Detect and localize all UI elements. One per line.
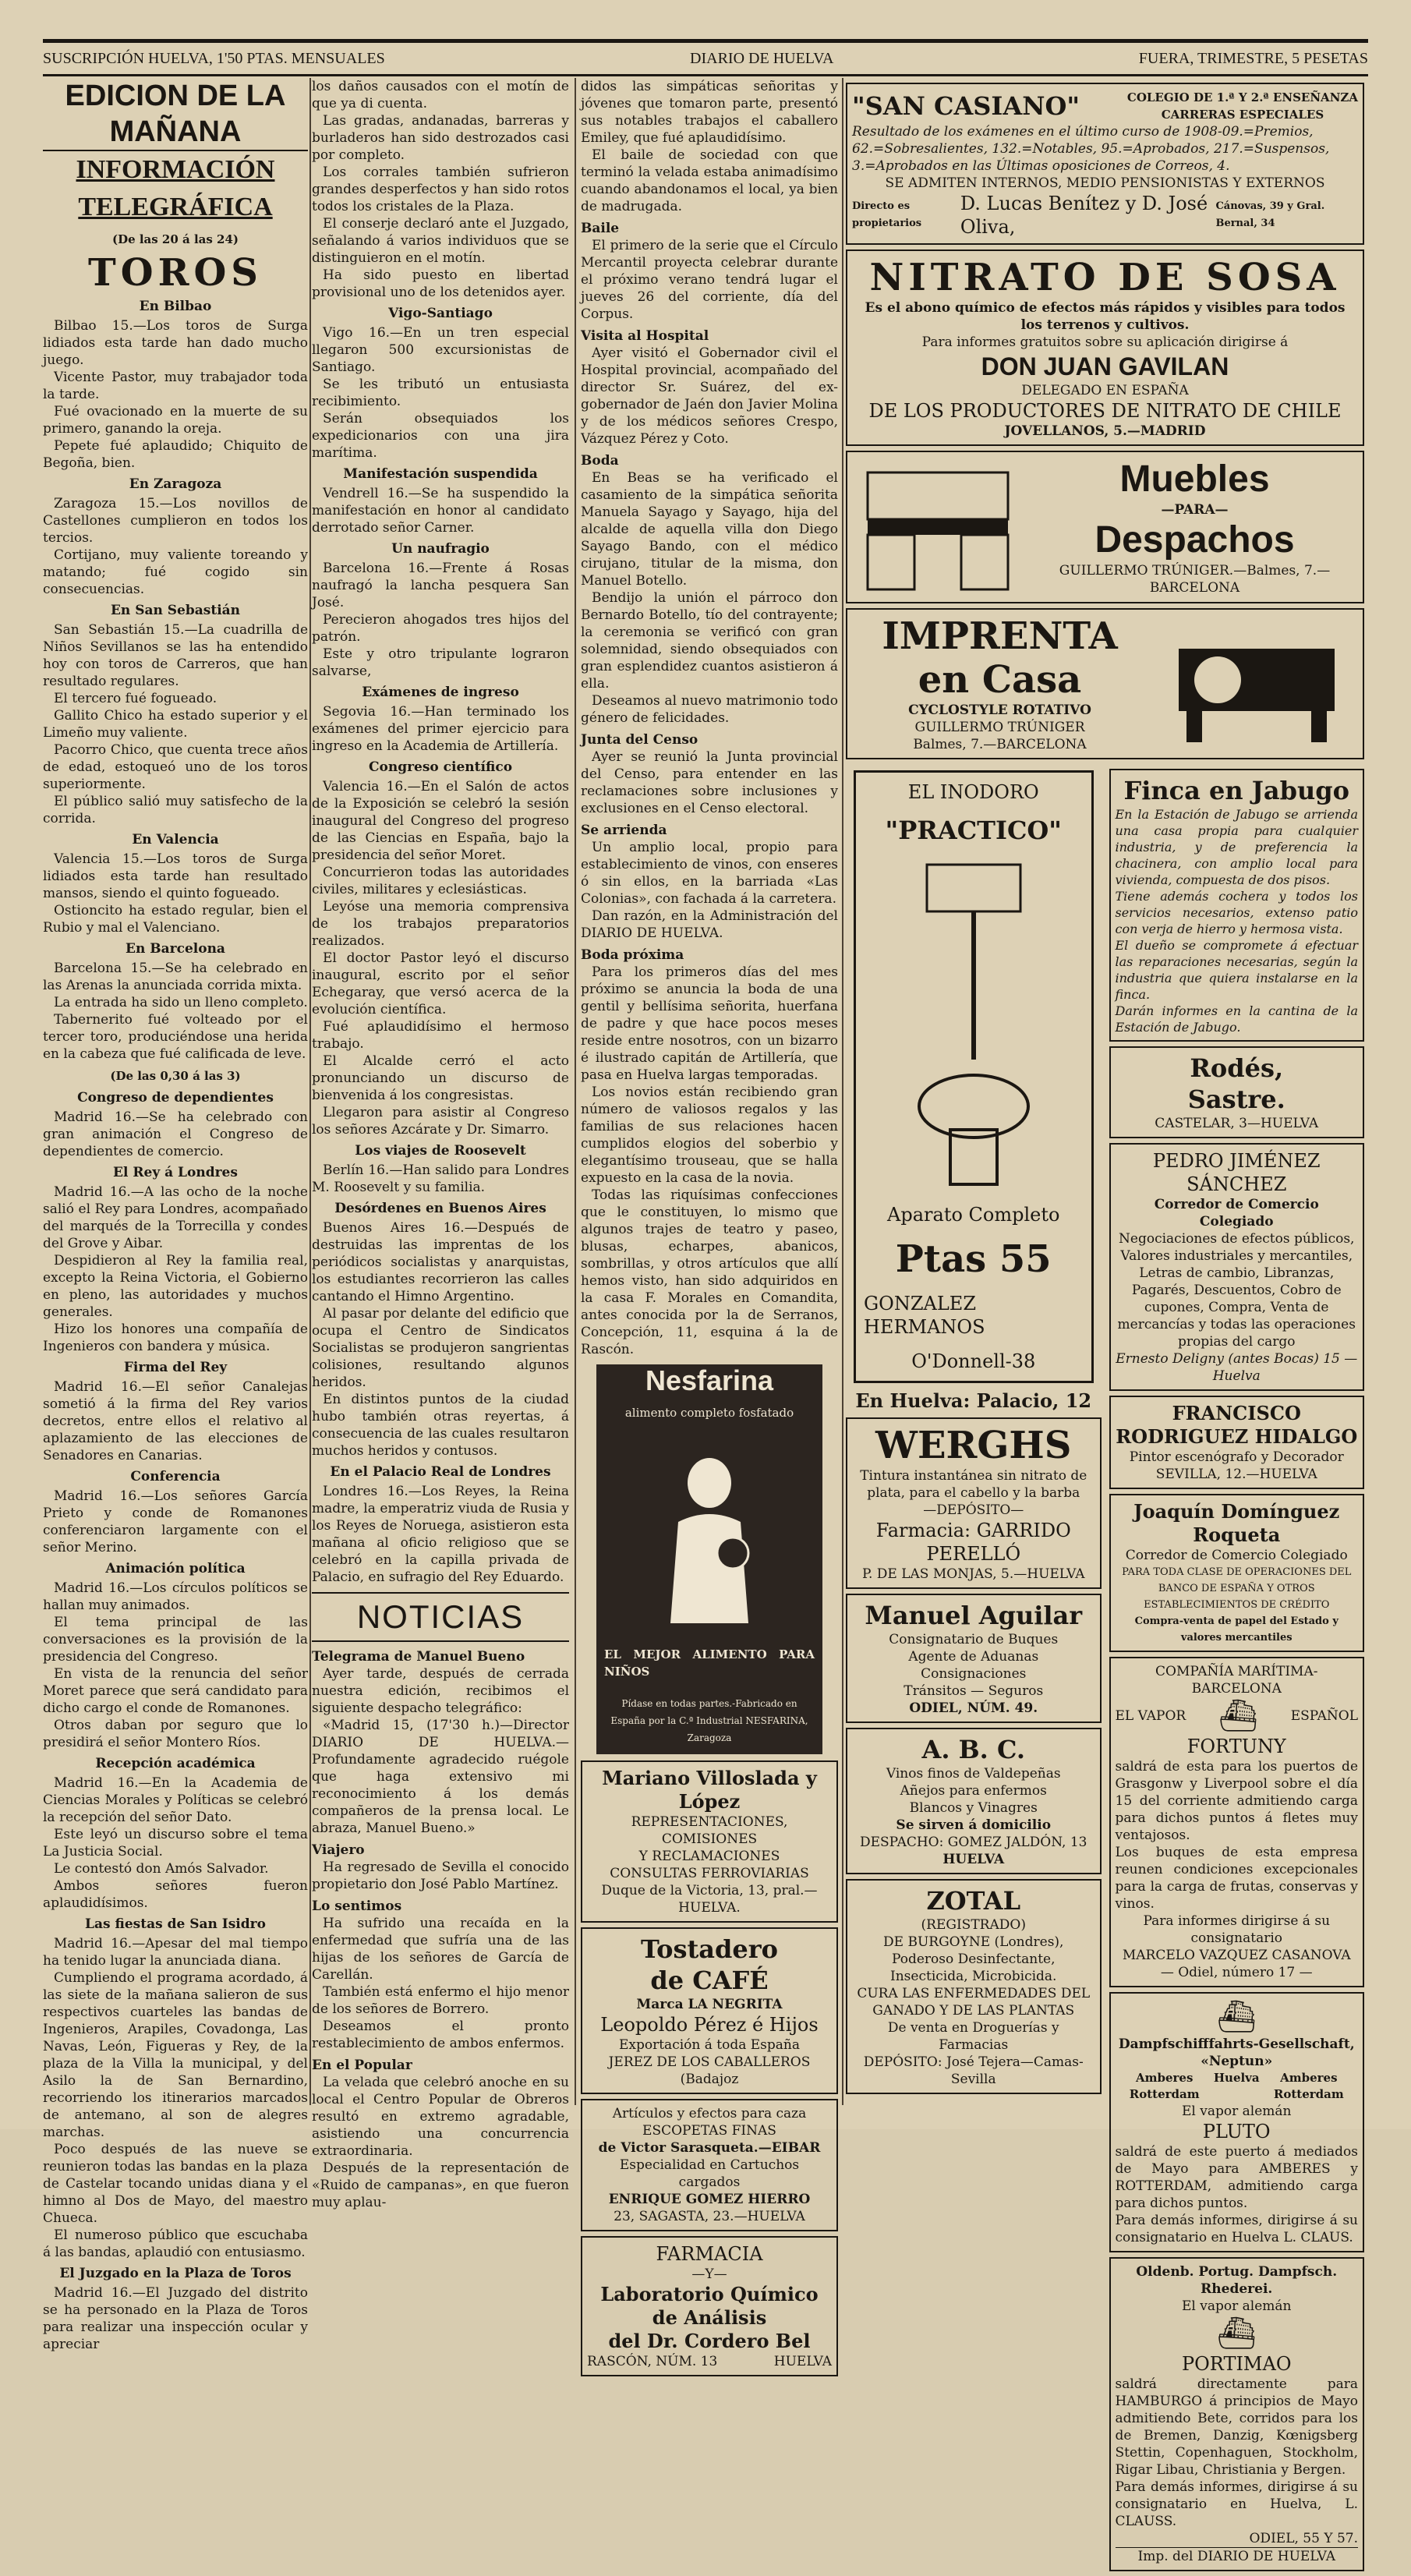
subheading: Congreso científico: [368, 759, 513, 775]
ad-line: Huelva: [1213, 2071, 1260, 2085]
finca-jabugo-ad: [1109, 769, 1365, 1042]
subheading: Animación política: [105, 1561, 246, 1576]
paragraph: Llegaron para asistir al Congreso los señores Azcárate y Dr. Simarro.: [312, 1105, 569, 1138]
ad-line: RASCÓN, NÚM. 13: [587, 2354, 718, 2369]
paragraph: El conserje declaró ante el Juzgado, señalando á varios individuos que se distinguieron en el motín.: [312, 216, 569, 266]
subheading: Viajero: [312, 1842, 365, 1858]
ad-title: IMPRENTA: [882, 614, 1118, 658]
paragraph: Tiene además cochera y todos los servicios necesarios, extenso patio con verja de hierro y hermosa vista.: [1115, 889, 1358, 936]
ad-line: Se sirven á domicilio: [896, 1817, 1052, 1833]
ad-line: PLUTO: [1202, 2121, 1271, 2143]
ad-line: JEREZ DE LOS CABALLEROS (Badajoz: [608, 2054, 811, 2087]
subheading: Lo sentimos: [312, 1898, 402, 1914]
paragraph: Vicente Pastor, muy trabajador toda la tarde.: [43, 370, 308, 402]
paragraph: Perecieron ahogados tres hijos del patrón.: [312, 612, 569, 645]
paragraph: Madrid 16.—Los señores García Prieto y conde de Romanones conferenciaron largamente con el señor Merino.: [43, 1488, 308, 1555]
paragraph: Cumpliendo el programa acordado, á las siete de la mañana salieron de sus respectivos cuarteles las bandas de Ingenieros, Arapiles, Covadonga, Las Navas, León, Figueras y Rey, de la plaza de la Villa la municipal, y del Asilo la de San Bernardino, recorriendo los itinerarios marcados de antemano, al son de alegres marchas.: [43, 1970, 308, 2140]
ad-title: "SAN CASIANO": [852, 91, 1080, 121]
ad-line: ESCOPETAS FINAS: [642, 2123, 776, 2139]
paragraph: En vista de la renuncia del señor Moret parece que será candidato para dicho cargo el conde de Romanones.: [43, 1666, 308, 1716]
ad-line: PORTIMAO: [1181, 2353, 1292, 2375]
ad-title: Manuel Aguilar: [865, 1601, 1083, 1630]
ad-line: ODIEL, 55 Y 57.: [1249, 2531, 1358, 2546]
paragraph: Madrid 16.—Se ha celebrado con gran animación el Congreso de dependientes de comercio.: [43, 1109, 308, 1159]
paragraph: También está enfermo el hijo menor de los señores de Borrero.: [312, 1984, 569, 2017]
column-divider: [842, 78, 843, 2105]
paragraph: Deseamos el pronto restablecimiento de ambos enfermos.: [312, 2019, 569, 2051]
ad-line: Y RECLAMACIONES: [638, 1849, 780, 1864]
ad-line: —Y—: [691, 2266, 727, 2282]
paragraph: En distintos puntos de la ciudad hubo también otras reyertas, á consecuencia de las cuales resultaron muchos heridos y contusos.: [312, 1392, 569, 1459]
paragraph: Ha regresado de Sevilla el conocido propietario don José Pablo Martínez.: [312, 1859, 569, 1892]
ad-title: "PRACTICO": [885, 816, 1062, 845]
ad-line: GUILLERMO TRÚNIGER: [914, 720, 1085, 735]
ad-title: en Casa: [918, 658, 1082, 702]
ad-line: FORTUNY: [1186, 1736, 1286, 1757]
paragraph: Madrid 16.—Los círculos políticos se hallan muy animados.: [43, 1580, 308, 1613]
imprint: Imp. del DIARIO DE HUELVA: [1116, 2547, 1359, 2565]
ad-line: 23, SAGASTA, 23.—HUELVA: [614, 2209, 805, 2224]
caza-ad: [581, 2099, 838, 2231]
paragraph: Ayer tarde, después de cerrada nuestra edición, recibimos el siguiente despacho telegráfico:: [312, 1666, 569, 1716]
ad-line: EL VAPOR: [1115, 1708, 1186, 1724]
paragraph: Ha sido puesto en libertad provisional uno de los detenidos ayer.: [312, 267, 569, 300]
ad-line: De venta en Droguerías y Farmacias: [887, 2020, 1059, 2053]
ad-line: Ernesto Deligny (antes Bocas) 15 —Huelva: [1116, 1351, 1358, 1384]
imprenta-ad: [846, 608, 1364, 759]
ad-line: En Huelva: Palacio, 12: [855, 1389, 1092, 1412]
ad-line: DE LOS PRODUCTORES DE NITRATO DE CHILE: [868, 400, 1342, 422]
subheading: Los viajes de Roosevelt: [355, 1143, 526, 1159]
ad-line: ENRIQUE GOMEZ HIERRO: [608, 2192, 811, 2207]
ad-title: Despachos: [1094, 519, 1295, 561]
ad-line: Es el abono químico de efectos más rápidos y visibles para todos los terrenos y cultivos.: [865, 300, 1346, 333]
nesfarina-tagline: EL MEJOR ALIMENTO PARA NIÑOS: [604, 1647, 815, 1679]
masthead-title: DIARIO DE HUELVA: [690, 49, 834, 67]
zotal-ad: [846, 1879, 1102, 2094]
ad-line: CONSULTAS FERROVIARIAS: [610, 1866, 809, 1881]
ad-footer: [587, 2353, 832, 2370]
ad-line: Leopoldo Pérez é Hijos: [600, 2014, 819, 2036]
aguilar-ad: [846, 1594, 1102, 1723]
paragraph: El tercero fué fogueado.: [54, 691, 217, 706]
subheading: Un naufragio: [391, 541, 490, 557]
paragraph: Madrid 16.—Apesar del mal tiempo ha tenido lugar la anunciada diana.: [43, 1936, 308, 1969]
paragraph: Valencia 16.—En el Salón de actos de la Exposición se celebró la sesión inaugural del Congreso del progreso de las Ciencias en España, bajo la presidencia del señor Moret.: [312, 779, 569, 863]
paragraph: Despidieron al Rey la familia real, excepto la Reina Victoria, el Gobierno en pleno, las autoridades y muchos generales.: [43, 1253, 308, 1320]
printing-machine-icon: [1155, 617, 1358, 750]
ad-line: Para informes gratuitos sobre su aplicación dirigirse á: [921, 334, 1289, 350]
ad-title: Mariano Villoslada y López: [602, 1767, 817, 1813]
ad-line: de Victor Sarasqueta.—EIBAR: [598, 2140, 821, 2156]
paragraph: «Madrid 15, (17'30 h.)—Director DIARIO DE HUELVA.— Profundamente agradecido ruégole que haga extensivo mi reconocimiento á los demás compañeros de la prensa local. Le abraza, Manuel Bueno.»: [312, 1718, 569, 1836]
paragraph: Fué aplaudidísimo el hermoso trabajo.: [312, 1019, 569, 1052]
paragraph: Leyóse una memoria comprensiva de los trabajos preparatorios realizados.: [312, 899, 569, 949]
ad-line: HUELVA: [773, 2354, 832, 2369]
ad-line: DE BURGOYNE (Londres),: [883, 1934, 1064, 1950]
paragraph: Los novios están recibiendo gran número de valiosos regalos y las familias de sus relaciones hacen cumplidos elogios del soberbio y elegantísimo trouseau, que se halla expuesto en la casa de la novia.: [581, 1085, 838, 1186]
paragraph: Después de la representación de «Ruido de campanas», en que fueron muy aplau-: [312, 2160, 569, 2210]
paragraph: La velada que celebró anoche en su local el Centro Popular de Obreros resultó en extremo agradable, asistiendo una concurrencia extraordinaria.: [312, 2075, 569, 2159]
paragraph: En la Estación de Jabugo se arrienda una casa propia para cualquier industria, y de preferencia la chacinera, con amplio local para vivienda, compuesta de dos pisos.: [1115, 807, 1358, 887]
ad-line: GUILLERMO TRÚNIGER.—Balmes, 7.—BARCELONA: [1059, 563, 1331, 596]
paragraph: Darán informes en la cantina de la Estación de Jabugo.: [1115, 1003, 1358, 1035]
subheading: En Zaragoza: [129, 476, 222, 492]
ad-line: CURA LAS ENFERMEDADES DEL GANADO Y DE LAS PLANTAS: [857, 1986, 1091, 2019]
ad-title: WERGHS: [875, 1424, 1072, 1467]
ad-line: saldrá de esta para los puertos de Grasgonw y Liverpool sobre el día 15 del corriente admitiendo carga para dichos puntos á fletes muy ventajosos.: [1115, 1759, 1358, 1843]
ad-line: JOVELLANOS, 5.—MADRID: [1004, 423, 1206, 439]
paragraph: Buenos Aires 16.—Después de destruidas las imprentas de los periódicos socialistas y anarquistas, los estudiantes recorrieron las calles cantando el Himno Argentino.: [312, 1220, 569, 1304]
ad-header: [852, 89, 1358, 123]
ad-line: D. Lucas Benítez y D. José Oliva,: [960, 193, 1208, 238]
ad-line: SEVILLA, 12.—HUELVA: [1155, 1467, 1317, 1482]
ad-title: COMPAÑÍA MARÍTIMA-BARCELONA: [1155, 1664, 1318, 1697]
ad-line: [852, 1834, 1095, 1868]
paragraph: Madrid 16.—El señor Canalejas sometió á la firma del Rey varios decretos, entre ellos el relativo al aplazamiento de las elecciones de Senadores en Canarias.: [43, 1379, 308, 1463]
ad-row: [1116, 2070, 1359, 2103]
subheading: Manifestación suspendida: [343, 466, 538, 482]
compania-maritima-ad: [1109, 1657, 1365, 1987]
inodoro-ad: [854, 770, 1094, 1383]
ad-line: Tintura instantánea sin nitrato de plata, para el cabello y la barba: [860, 1468, 1087, 1501]
ad-line: Añejos para enfermos: [900, 1783, 1047, 1799]
column-3: [581, 78, 838, 2369]
ad-title: Rodés,: [1190, 1053, 1284, 1083]
dominguez-roqueta-ad: [1109, 1494, 1365, 1652]
ad-title: de CAFÉ: [650, 1966, 769, 1995]
paragraph: Madrid 16.—En la Academia de Ciencias Morales y Políticas se celebró la recepción del señor Dato.: [43, 1775, 308, 1825]
ad-line: DEPÓSITO: José Tejera—Camas-Sevilla: [863, 2054, 1084, 2087]
column-2: [312, 78, 569, 2210]
ad-line: —PARA—: [1161, 502, 1229, 518]
nesfarina-ad: [596, 1364, 822, 1754]
muebles-ad: [846, 451, 1364, 603]
paragraph: San Sebastián 15.—La cuadrilla de Niños Sevillanos se las ha entendido hoy con toros de Carreros, que han resultado regulares.: [43, 622, 308, 689]
ad-title: ZOTAL: [926, 1886, 1021, 1916]
paragraph: Ostioncito ha estado regular, bien el Rubio y mal el Valenciano.: [43, 903, 308, 936]
paragraph: Para los primeros días del mes próximo se anuncia la boda de una gentil y bellísima señorita, huerfana de padre y que hace pocos meses reside entre nosotros, con un bizarro é ilustrado capitán de Artillería, que pasa en Huelva largas temporadas.: [581, 964, 838, 1083]
subheading: Boda próxima: [581, 947, 684, 963]
ad-line: SE ADMITEN INTERNOS, MEDIO PENSIONISTAS Y EXTERNOS: [885, 175, 1325, 191]
paragraph: Todas las riquísimas confecciones que le constituyen, lo mismo que algunos trajes de teatro y paseo, blusas, echarpes, abanicos, sombrillas, y otros artículos que allí hemos visto, han sido adquiridos en la casa F. Morales en Comandita, antes conocida por la de Serranos, Concepción, 11, esquina á la de Rascón.: [581, 1187, 838, 1357]
masthead-subscription: SUSCRIPCIÓN HUELVA, 1'50 PTAS. MENSUALES: [43, 49, 385, 67]
ad-line: CARRERAS ESPECIALES: [1161, 108, 1324, 122]
ad-line: DESPACHO:: [860, 1835, 944, 1850]
column-4: [846, 78, 1364, 2564]
ad-line: Laboratorio Químico de Análisis: [600, 2283, 819, 2329]
paragraph: Este leyó un discurso sobre el tema La Justicia Social.: [43, 1827, 308, 1859]
mother-child-illustration-icon: [647, 1436, 772, 1631]
paragraph: Dan razón, en la Administración del DIARIO DE HUELVA.: [581, 908, 838, 941]
paragraph: Gallito Chico ha estado superior y el Limeño muy valiente.: [43, 708, 308, 741]
ad-line: Compra-venta de papel del Estado y valores mercantiles: [1134, 1615, 1339, 1644]
subheading: Vigo-Santiago: [388, 306, 493, 321]
ad-line: — Odiel, número 17 —: [1160, 1965, 1313, 1980]
subheading: En Valencia: [132, 832, 219, 847]
ad-row: [846, 764, 1364, 2576]
ad-title: NITRATO DE SOSA: [869, 256, 1341, 299]
paragraph: El primero de la serie que el Círculo Mercantil proyecta celebrar durante el próximo verano tendrá lugar el jueves 26 del corriente, día del Corpus.: [581, 238, 838, 322]
paragraph: Barcelona 15.—Se ha celebrado en las Arenas la anunciada corrida mixta.: [43, 961, 308, 993]
ad-title: Sastre.: [1187, 1085, 1285, 1114]
paragraph: Deseamos al nuevo matrimonio todo género de felicidades.: [581, 693, 838, 726]
ad-line: PARA TODA CLASE DE OPERACIONES DEL BANCO DE ESPAÑA Y OTROS ESTABLECIMIENTOS DE CRÉDITO: [1122, 1566, 1352, 1611]
paragraph: Un amplio local, propio para establecimiento de vinos, con enseres ó sin ellos, en la barriada «Las Colonias», con fachada á la carretera.: [581, 840, 838, 907]
paragraph: Se les tributó un entusiasta recibimiento.: [312, 377, 569, 409]
paragraph: Al pasar por delante del edificio que ocupa el Centro de Sindicatos Socialistas se produjeron sangrientas colisiones, resultando algunos heridos.: [312, 1306, 569, 1390]
nesfarina-subtitle: alimento completo fosfatado: [624, 1406, 794, 1420]
ad-line: GONZALEZ HERMANOS: [864, 1293, 985, 1338]
time-range: (De las 0,30 á las 3): [110, 1069, 241, 1083]
ad-line: Duque de la Victoria, 13, pral.—HUELVA.: [601, 1883, 818, 1916]
subheading: Baile: [581, 221, 620, 236]
ad-line: CASTELAR, 3—HUELVA: [1155, 1116, 1319, 1131]
subheading: Junta del Censo: [581, 732, 698, 748]
paragraph: El doctor Pastor leyó el discurso inaugural, escrito por el señor Echegaray, que versó acerca de la evolución científica.: [312, 950, 569, 1017]
paragraph: La entrada ha sido un lleno completo.: [54, 995, 308, 1010]
column-1: [43, 78, 308, 2352]
ad-line: Amberes Rotterdam: [1129, 2071, 1200, 2101]
masthead-outside-price: FUERA, TRIMESTRE, 5 PESETAS: [1138, 49, 1368, 67]
paragraph: Madrid 16.—El Juzgado del distrito se ha personado en la Plaza de Toros para realizar una inspección ocular y apreciar: [43, 2285, 308, 2352]
ad-line: Especialidad en Cartuchos cargados: [619, 2157, 800, 2190]
subheading: Visita al Hospital: [581, 328, 709, 344]
ad-line: del Dr. Cordero Bel: [608, 2330, 811, 2352]
ad-text: [852, 614, 1148, 753]
ad-line: HUELVA: [942, 1852, 1005, 1867]
paragraph: Valencia 15.—Los toros de Surga lidiados esta tarde han resultado mansos, siendo el quinto fogueado.: [43, 851, 308, 901]
ad-line: Negociaciones de efectos públicos, Valores industriales y mercantiles, Letras de cambio, Libranzas, Pagarés, Descuentos, Cobro de cupones, Compra, Venta de mercancías y todas las operaciones propias del cargo: [1117, 1231, 1356, 1350]
toilet-illustration-icon: [896, 857, 1052, 1192]
ad-line: CYCLOSTYLE ROTATIVO: [908, 702, 1091, 718]
subheading: Congreso de dependientes: [77, 1090, 274, 1106]
rodes-ad: [1109, 1046, 1365, 1138]
ad-line: O'Donnell-38: [911, 1350, 1036, 1372]
paragraph: Londres 16.—Los Reyes, la Reina madre, la emperatriz viuda de Rusia y los Reyes de Noruega, asistieron esta mañana al oficio religioso que se celebró en la capilla privada de Palacio, en sufragio del Rey Eduardo.: [312, 1484, 569, 1585]
ad-line: FARMACIA: [656, 2243, 763, 2265]
steamship-icon: ⛴: [1216, 2316, 1257, 2351]
ad-title: Tostadero: [641, 1934, 778, 1964]
paragraph: Le contestó don Amós Salvador.: [54, 1861, 269, 1877]
subheading: En San Sebastián: [110, 603, 241, 618]
ad-line: Marca LA NEGRITA: [636, 1997, 783, 2012]
paragraph: los daños causados con el motín de que ya di cuenta.: [312, 79, 569, 111]
paragraph: Zaragoza 15.—Los novillos de Castellones cumplieron en todos los tercios.: [43, 496, 308, 546]
ad-line: GOMEZ JALDÓN, 13: [947, 1835, 1087, 1850]
paragraph: Segovia 16.—Han terminado los exámenes del primer ejercicio para ingreso en la Academia de Artillería.: [312, 704, 569, 754]
paragraph: Hizo los honores una compañía de Ingenieros con bandera y música.: [43, 1322, 308, 1354]
paragraph: El Alcalde cerró el acto pronunciando un discurso de bienvenida á los congresistas.: [312, 1053, 569, 1103]
ad-line: Para informes dirigirse á su consignatario: [1143, 1913, 1331, 1946]
ad-subtitle: [1127, 89, 1358, 123]
ad-line: Vinos finos de Valdepeñas: [886, 1766, 1061, 1782]
ad-title: Finca en Jabugo: [1123, 776, 1349, 805]
ad-line: El vapor alemán: [1182, 2104, 1292, 2119]
ad-line: REPRESENTACIONES, COMISIONES: [631, 1814, 788, 1847]
paragraph: Las gradas, andanadas, barreras y burladeros han sido destrozados casi por completo.: [312, 113, 569, 163]
paragraph: Ayer se reunió la Junta provincial del Censo, para entender en las reclamaciones sobre inclusiones y exclusiones en el Censo electoral.: [581, 749, 838, 816]
subheading: En el Popular: [312, 2058, 412, 2073]
ad-line: Artículos y efectos para caza: [612, 2106, 807, 2121]
ad-line: Farmacia: GARRIDO PERELLÓ: [875, 1520, 1071, 1565]
noticias-heading: NOTICIAS: [312, 1592, 569, 1642]
ad-line: Corredor de Comercio Colegiado: [1125, 1548, 1348, 1563]
farmacia-ad: [581, 2236, 838, 2376]
paragraph: Cortijano, muy valiente toreando y matando; fué cogido sin consecuencias.: [43, 547, 308, 597]
ad-title: Dampfschifffahrts-Gesellschaft, «Neptun»: [1118, 2036, 1355, 2069]
ad-line: El vapor alemán: [1182, 2298, 1292, 2314]
ad-line: ODIEL, NÚM. 49.: [909, 1700, 1038, 1716]
ad-title: Joaquín Domínguez Roqueta: [1133, 1500, 1340, 1546]
san-casiano-ad: [846, 83, 1364, 245]
paragraph: El baile de sociedad con que terminó la velada estaba animadísimo cuando abandonamos el local, ya bien de madrugada.: [581, 147, 838, 214]
subheading: El Rey á Londres: [113, 1165, 238, 1180]
paragraph: El numeroso público que escuchaba á las bandas, aplaudió con entusiasmo.: [43, 2227, 308, 2260]
subheading: En Barcelona: [126, 941, 225, 957]
paragraph: Tabernerito fué volteado por el tercer toro, produciéndose una herida en la cabeza que fué calificada de leve.: [43, 1012, 308, 1062]
ad-footer: [852, 192, 1358, 239]
ad-line: Para demás informes, dirigirse á su consignatario en Huelva, L. CLAUSS.: [1115, 2479, 1358, 2529]
ad-line: —DEPÓSITO—: [923, 1502, 1024, 1518]
ad-line: Agente de Aduanas: [908, 1649, 1039, 1665]
ad-line: MARCELO VAZQUEZ CASANOVA: [1122, 1948, 1351, 1963]
paragraph: Serán obsequiados los expedicionarios con una jira marítima.: [312, 411, 569, 461]
werghs-ad: [846, 1417, 1102, 1589]
villoslada-ad: [581, 1760, 838, 1923]
nesfarina-brand: Nesfarina: [645, 1364, 774, 1396]
steamship-icon: ⛴: [1216, 1999, 1257, 2035]
ad-title: Oldenb. Portug. Dampfsch. Rhederei.: [1136, 2264, 1338, 2297]
ad-title: FRANCISCO RODRIGUEZ HIDALGO: [1116, 1402, 1358, 1448]
time-range: (De las 20 á las 24): [111, 232, 239, 246]
desk-illustration-icon: [852, 457, 1024, 597]
ad-line: Corredor de Comercio Colegiado: [1154, 1197, 1319, 1230]
subheading: El Juzgado en la Plaza de Toros: [59, 2266, 292, 2281]
ad-line: Para demás informes, dirigirse á su consignatario en Huelva L. CLAUS.: [1115, 2213, 1358, 2245]
paragraph: Ha sufrido una recaída en la enfermedad que sufría una de las hijas de los señores de García de Carellán.: [312, 1916, 569, 1983]
subheading: Las fiestas de San Isidro: [85, 1916, 266, 1932]
paragraph: Poco después de las nueve se reunieron todas las bandas en la plaza de Castelar tocando unidas diana y el himno al Dos de Mayo, del maestro Chueca.: [43, 2142, 308, 2226]
column-divider: [575, 78, 576, 2105]
paragraph: El público salió muy satisfecho de la corrida.: [43, 794, 308, 826]
ad-line: Poderoso Desinfectante, Insecticida, Microbicida.: [890, 1951, 1057, 1984]
ad-line: Aparato Completo: [887, 1204, 1060, 1226]
paragraph: Otros daban por seguro que lo presidirá el señor Montero Ríos.: [43, 1718, 308, 1750]
subheading: Recepción académica: [95, 1756, 256, 1771]
ad-title: EL INODORO: [907, 781, 1039, 803]
paragraph: Madrid 16.—A las ocho de la noche salió el Rey para Londres, acompañado del marqués de la Torrecilla y condes del Grove y Aibar.: [43, 1184, 308, 1251]
ad-text: [1031, 458, 1358, 596]
subheading: Conferencia: [130, 1469, 221, 1484]
oldenburg-ad: [1109, 2257, 1365, 2571]
ad-line: Resultado de los exámenes en el último curso de 1908-09.=Premios, 62.=Sobresalientes, 132.=Notables, 95.=Aprobados, 217.=Suspensos, 3.=Aprobados en las Últimas oposiciones de Correos, 4.: [852, 124, 1330, 174]
toros-heading: TOROS: [88, 251, 263, 295]
pedro-jimenez-ad: [1109, 1143, 1365, 1391]
ad-line: Consignatario de Buques: [889, 1632, 1059, 1647]
ad-line: ESPAÑOL: [1290, 1708, 1358, 1724]
nesfarina-footer: Pídase en todas partes.-Fabricado en España por la C.ª Industrial NESFARINA, Zaragoza: [610, 1698, 808, 1743]
subheading: Boda: [581, 453, 619, 469]
ad-line: (REGISTRADO): [921, 1917, 1026, 1933]
ad-title: A. B. C.: [921, 1735, 1025, 1764]
nitrato-ad: [846, 249, 1364, 446]
paragraph: Los corrales también sufrieron grandes desperfectos y han sido rotos todos los cristales de la Plaza.: [312, 165, 569, 214]
paragraph: Bendijo la unión el párroco don Bernardo Botello, tío del contrayente; la ceremonia se verificó con gran solemnidad, siendo obsequiados con gran esplendidez cuantos asistieron á ella.: [581, 590, 838, 692]
abc-ad: [846, 1728, 1102, 1874]
paragraph: Pacorro Chico, que cuenta trece años de edad, estoqueó uno de los toros superiormente.: [43, 742, 308, 792]
paragraph: Ambos señores fueron aplaudidísimos.: [43, 1878, 308, 1911]
ad-line: Directo es propietarios: [852, 200, 922, 229]
ad-line: Blancos y Vinagres: [909, 1800, 1038, 1816]
tostadero-ad: [581, 1927, 838, 2094]
ad-line: Ptas 55: [895, 1237, 1052, 1281]
ad-line: Exportación á toda España: [618, 2037, 800, 2053]
ad-line: DON JUAN GAVILAN: [981, 352, 1229, 380]
ad-title: Muebles: [1119, 458, 1270, 500]
ad-line: Los buques de esta empresa reunen condiciones excepcionales para la carga de frutas, conservas y vinos.: [1115, 1845, 1358, 1912]
subheading: Desórdenes en Buenos Aires: [334, 1201, 546, 1216]
ad-line: Tránsitos: [904, 1683, 967, 1699]
paragraph: Pepete fué aplaudido; Chiquito de Begoña, bien.: [43, 438, 308, 471]
section-title: INFORMACIÓN TELEGRÁFICA: [76, 155, 275, 221]
neptun-ad: [1109, 1992, 1365, 2252]
subheading: Se arrienda: [581, 823, 667, 838]
paragraph: El tema principal de las conversaciones es la provisión de la presidencia del Congreso.: [43, 1615, 308, 1665]
ad-line: COLEGIO DE 1.ª Y 2.ª ENSEÑANZA: [1126, 90, 1358, 104]
ad-column: [846, 764, 1102, 2576]
ad-line: Pintor escenógrafo y Decorador: [1129, 1449, 1344, 1465]
subheading: En Bilbao: [139, 299, 212, 314]
paragraph: Este y otro tripulante lograron salvarse,: [312, 646, 569, 679]
ad-line: Amberes Rotterdam: [1273, 2071, 1344, 2101]
masthead: [43, 39, 1368, 76]
paragraph: Berlín 16.—Han salido para Londres M. Roosevelt y su familia.: [312, 1162, 569, 1195]
ad-row: [1116, 1697, 1359, 1735]
paragraph: Bilbao 15.—Los toros de Surga lidiados esta tarde han dado mucho juego.: [43, 318, 308, 368]
ad-line: Consignaciones: [921, 1666, 1027, 1682]
ad-column: [1109, 764, 1365, 2576]
edition-title: EDICION DE LA MAÑANA: [43, 78, 308, 151]
subheading: Telegrama de Manuel Bueno: [312, 1649, 525, 1665]
paragraph: Concurrieron todas las autoridades civiles, militares y eclesiásticas.: [312, 865, 569, 897]
ad-title: PEDRO JIMÉNEZ SÁNCHEZ: [1152, 1150, 1321, 1195]
ad-line: DELEGADO EN ESPAÑA: [1021, 383, 1189, 398]
ad-line: saldrá de este puerto á mediados de Mayo para AMBERES y ROTTERDAM, admitiendo carga para dichos puntos.: [1115, 2144, 1358, 2211]
paragraph: didos las simpáticas señoritas y jóvenes que tomaron parte, presentó sus notables trabajos el caballero Emiley, que fué aplaudidísimo.: [581, 79, 838, 146]
paragraph: Vigo 16.—En un tren especial llegaron 500 excursionistas de Santiago.: [312, 325, 569, 375]
steamship-icon: ⛴: [1218, 1698, 1258, 1734]
ad-line: Cánovas, 39 y Gral. Bernal, 34: [1215, 200, 1325, 229]
paragraph: Fué ovacionado en la muerte de su primero, ganando la oreja.: [43, 404, 308, 437]
column-divider: [309, 78, 311, 2105]
ad-line: saldrá directamente para HAMBURGO á principios de Mayo admitiendo Bete, corridos para los de Bremen, Danzig, Kœnigsberg Stettin, Copenhaguen, Stockholm, Rigar Libau, Christiania y Bergen.: [1115, 2376, 1358, 2478]
ad-line: Seguros: [988, 1683, 1044, 1699]
paragraph: Barcelona 16.—Frente á Rosas naufragó la lancha pesquera San José.: [312, 561, 569, 610]
paragraph: En Beas se ha verificado el casamiento de la simpática señorita Manuela Sayago y Sayago, hija del alcalde de aquella villa don Diego Sayago Bando, con el médico cirujano, titular de la misma, don Manuel Botello.: [581, 470, 838, 589]
paragraph: Vendrell 16.—Se ha suspendido la manifestación en honor al candidato derrotado señor Carner.: [312, 486, 569, 536]
ad-line: Tránsitos — Seguros: [904, 1683, 1044, 1699]
subheading: Firma del Rey: [123, 1360, 228, 1375]
ad-line: P. DE LAS MONJAS, 5.—HUELVA: [862, 1566, 1085, 1582]
paragraph: El dueño se compromete á efectuar las reparaciones necesarias, según la industria que quiera instalarse en la finca.: [1115, 938, 1358, 1002]
paragraph: Ayer visitó el Gobernador civil el Hospital provincial, acompañado del director Sr. Suárez, del ex-gobernador de Jaén don Javier Molina y de los médicos señores Crespo, Vázquez Pérez y Coto.: [581, 345, 838, 447]
subheading: Exámenes de ingreso: [362, 685, 519, 700]
ad-line: Balmes, 7.—BARCELONA: [913, 737, 1087, 752]
rodriguez-hidalgo-ad: [1109, 1396, 1365, 1489]
subheading: En el Palacio Real de Londres: [330, 1464, 551, 1480]
